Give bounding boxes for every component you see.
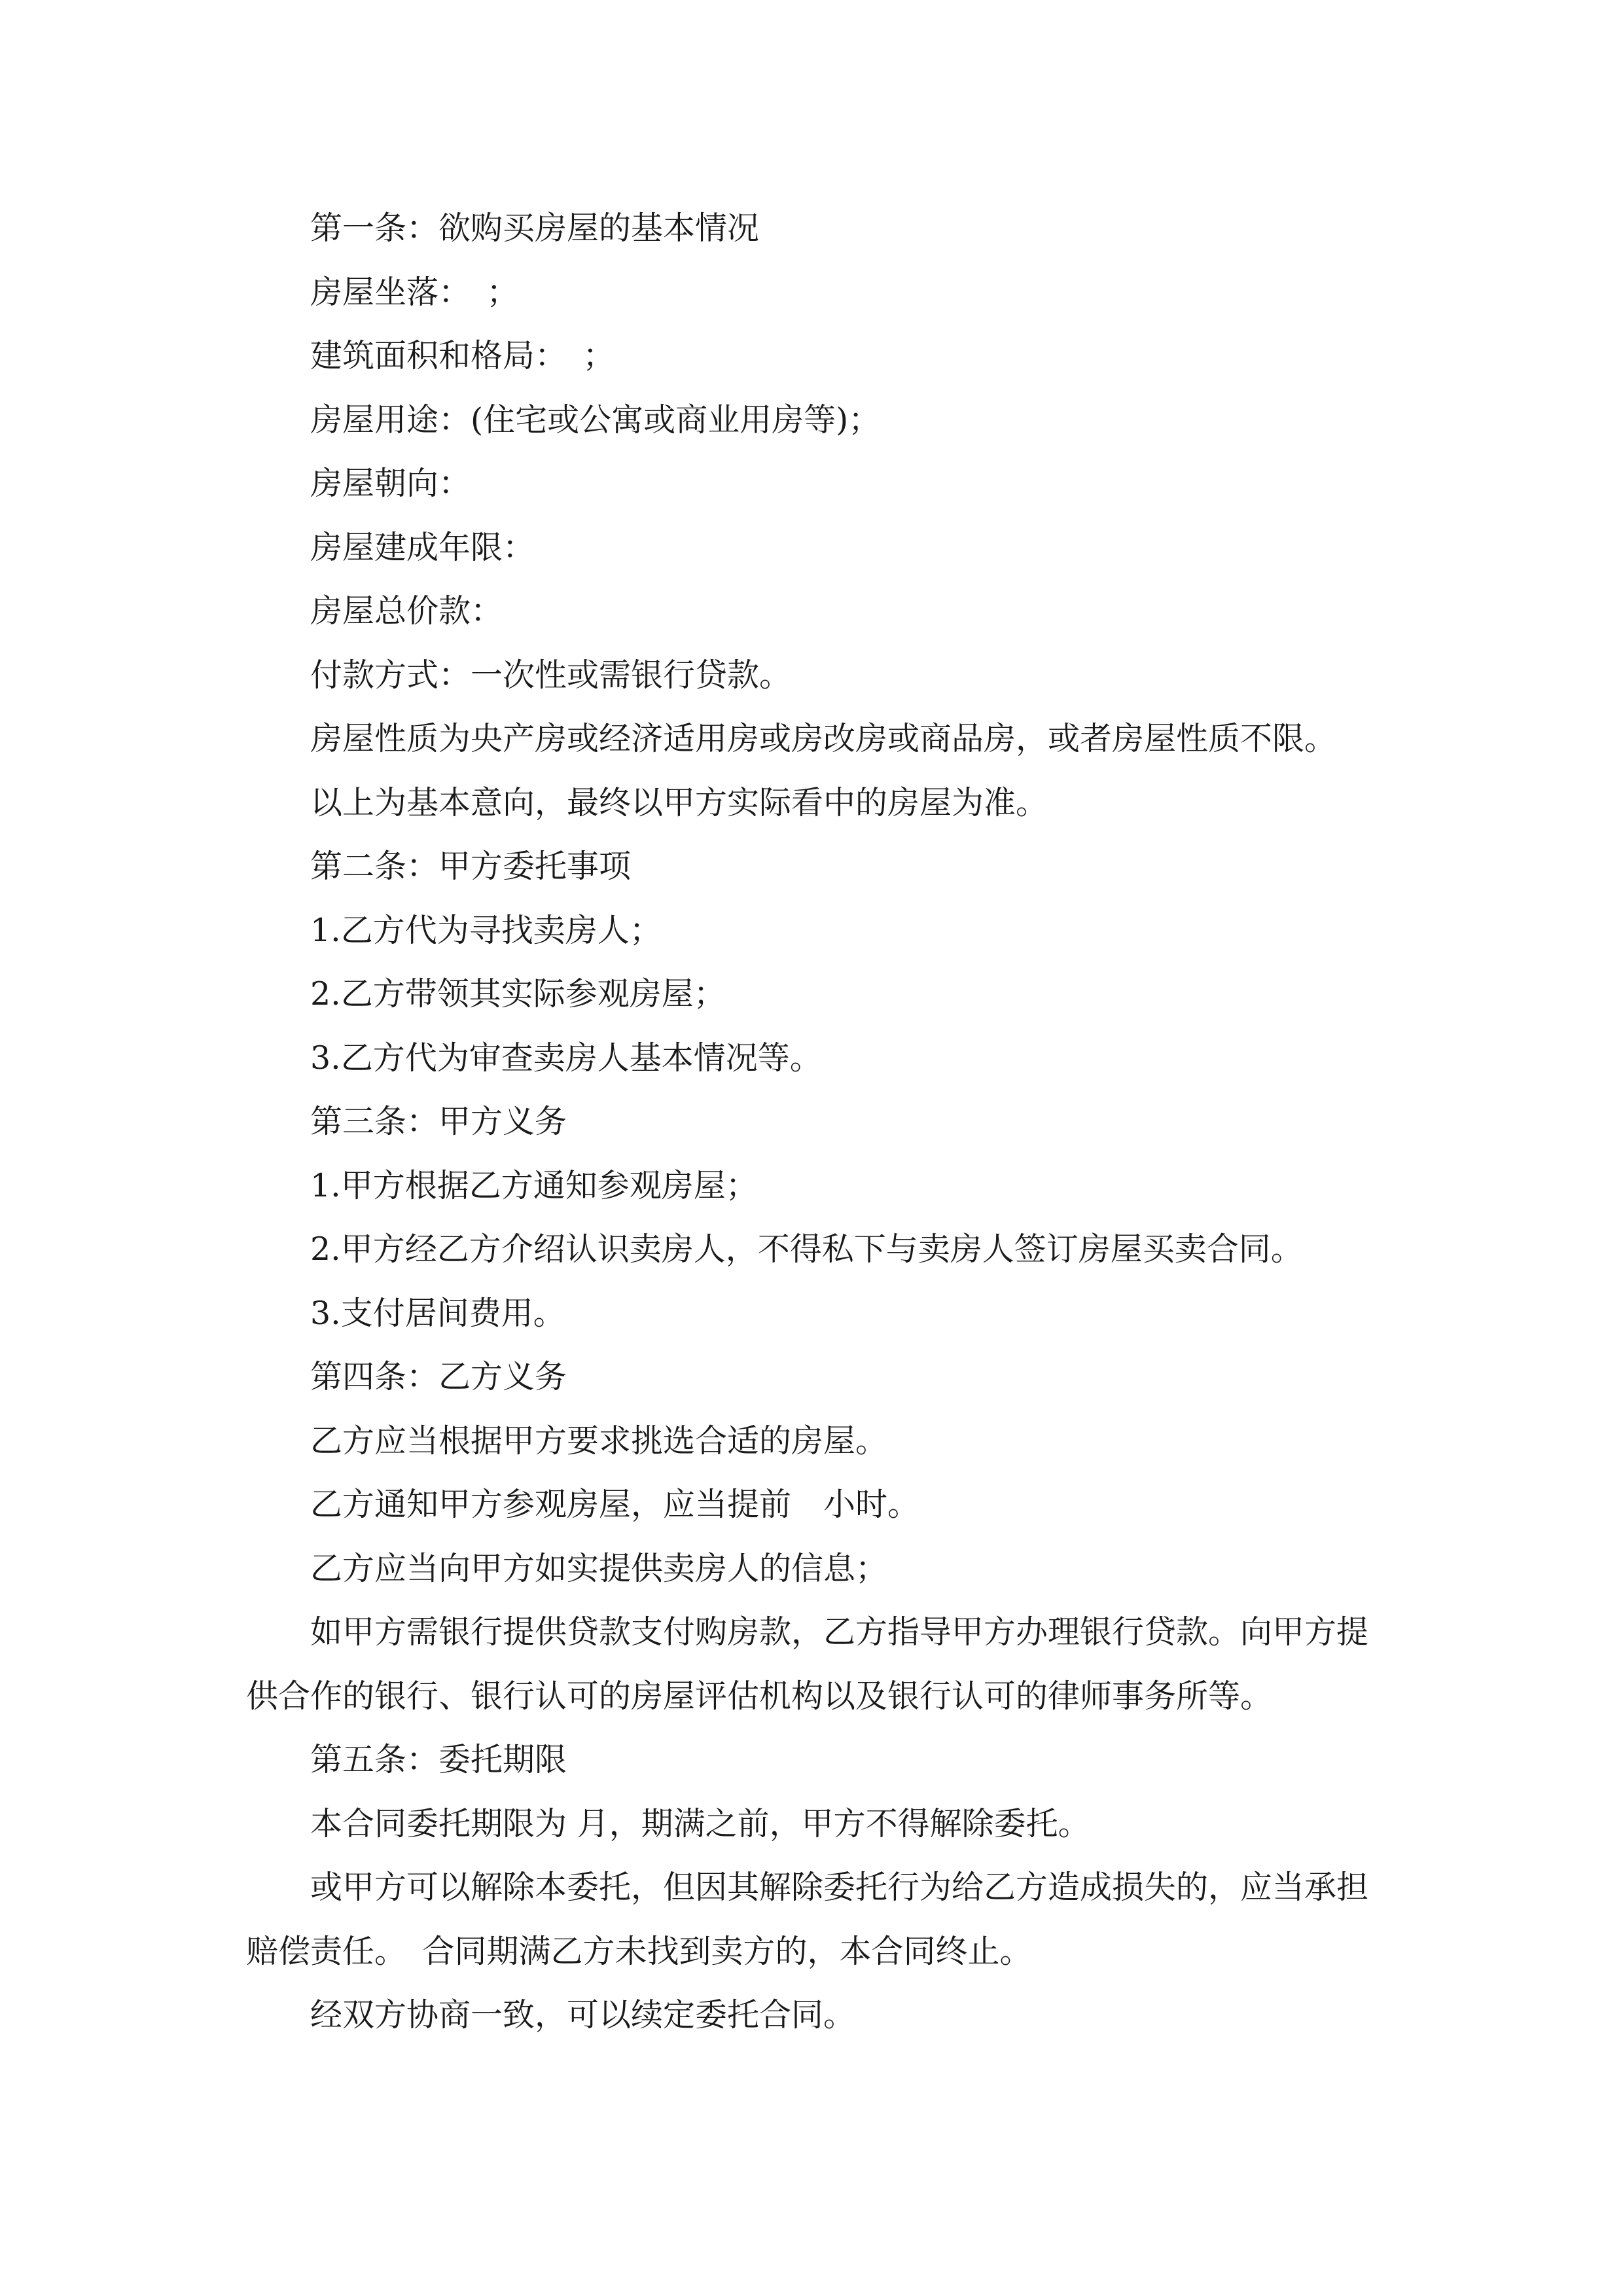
document-body xyxy=(246,196,1385,2047)
article-2-heading: 第二条：甲方委托事项 xyxy=(310,848,632,885)
total-price-line: 房屋总价款： xyxy=(310,592,503,630)
article-5-item-2: 或甲方可以解除本委托，但因其解除委托行为给乙方造成损失的，应当承担赔偿责任。 合同期满乙方未找到卖方的，本合同终止。 xyxy=(246,1869,1369,1970)
house-orientation-line: 房屋朝向： xyxy=(310,465,471,502)
house-build-year-line: 房屋建成年限： xyxy=(310,528,535,566)
article-3-item-3: 3.支付居间费用。 xyxy=(310,1294,565,1332)
article-1-heading: 第一条：欲购买房屋的基本情况 xyxy=(310,209,760,247)
article-2-item-2: 2.乙方带领其实际参观房屋； xyxy=(310,975,726,1013)
article-4-item-1: 乙方应当根据甲方要求挑选合适的房屋。 xyxy=(310,1422,888,1460)
house-location-line: 房屋坐落： ； xyxy=(310,273,519,311)
floor-area-layout-line: 建筑面积和格局： ； xyxy=(310,337,615,374)
property-nature-paragraph: 房屋性质为央产房或经济适用房或房改房或商品房，或者房屋性质不限。 xyxy=(310,720,1337,757)
article-4-item-4: 如甲方需银行提供贷款支付购房款，乙方指导甲方办理银行贷款。向甲方提供合作的银行、银行认可的房屋评估机构以及银行认可的律师事务所等。 xyxy=(246,1613,1369,1715)
article-4-item-3: 乙方应当向甲方如实提供卖房人的信息； xyxy=(310,1549,888,1587)
article-2-item-3: 3.乙方代为审查卖房人基本情况等。 xyxy=(310,1039,822,1077)
basic-intent-paragraph: 以上为基本意向，最终以甲方实际看中的房屋为准。 xyxy=(310,783,1048,821)
article-4-heading: 第四条：乙方义务 xyxy=(310,1358,567,1395)
article-4-item-2: 乙方通知甲方参观房屋，应当提前 小时。 xyxy=(310,1486,920,1523)
payment-method-line: 付款方式：一次性或需银行贷款。 xyxy=(310,656,792,694)
article-3-item-2: 2.甲方经乙方介绍认识卖房人，不得私下与卖房人签订房屋买卖合同。 xyxy=(310,1230,1303,1268)
house-usage-line: 房屋用途：(住宅或公寓或商业用房等)； xyxy=(310,401,881,439)
article-2-item-1: 1.乙方代为寻找卖房人； xyxy=(310,911,662,949)
article-5-item-3: 经双方协商一致，可以续定委托合同。 xyxy=(310,1996,856,2034)
article-3-heading: 第三条：甲方义务 xyxy=(310,1103,567,1140)
article-5-heading: 第五条：委托期限 xyxy=(310,1741,567,1778)
article-3-item-1: 1.甲方根据乙方通知参观房屋； xyxy=(310,1166,758,1204)
article-5-item-1: 本合同委托期限为 月，期满之前，甲方不得解除委托。 xyxy=(310,1804,1090,1842)
